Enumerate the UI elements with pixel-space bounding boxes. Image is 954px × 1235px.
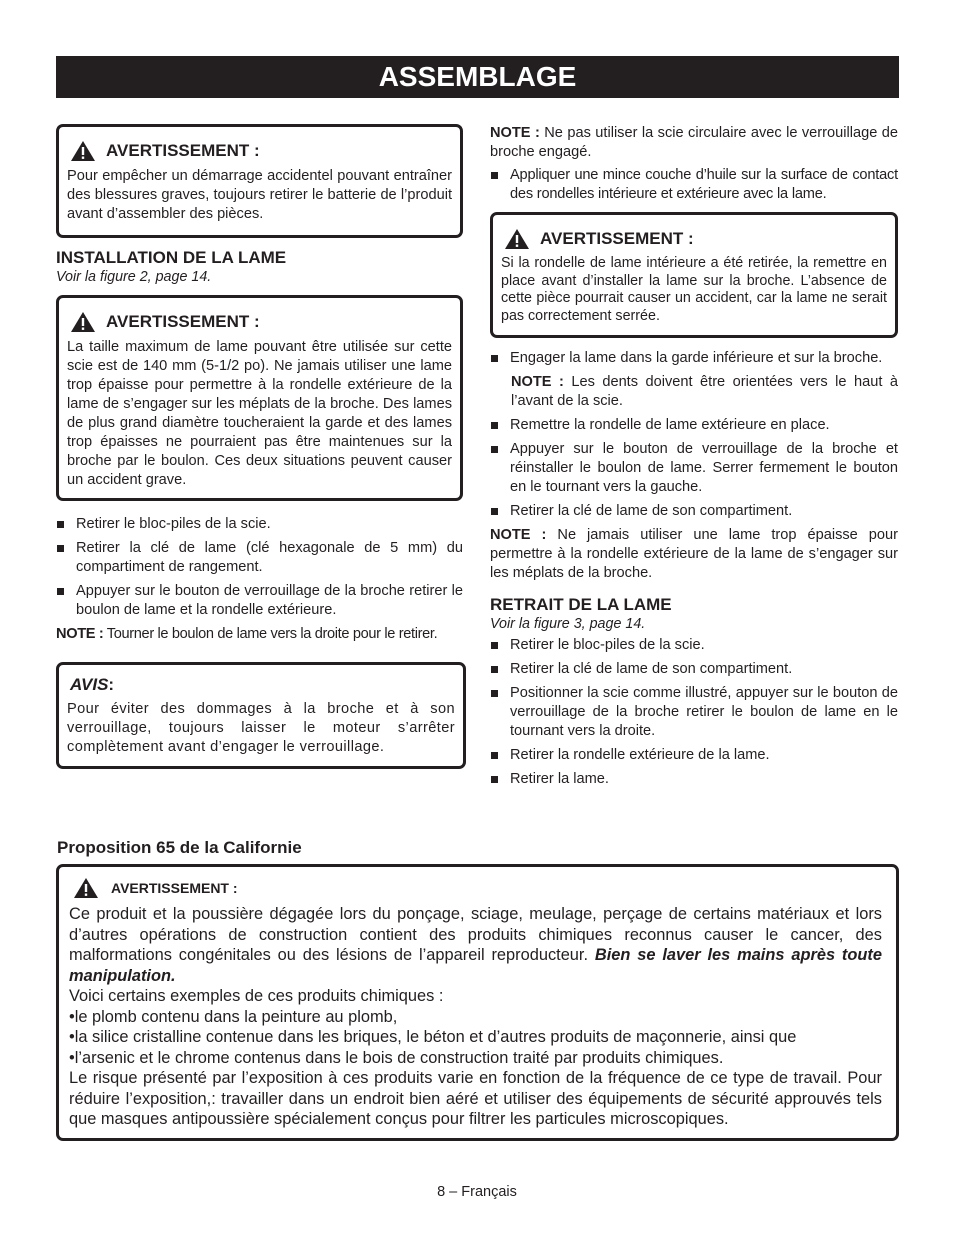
install-steps-list xyxy=(56,515,463,620)
list-item: •le plomb contenu dans la peinture au plomb, xyxy=(69,1007,398,1026)
note-label: NOTE : xyxy=(490,125,540,141)
warning-triangle-icon xyxy=(73,877,99,899)
list-item: Appliquer une mince couche d’huile sur la surface de contact des rondelles intérieure et extérieure avec la lame. xyxy=(490,166,898,204)
prop65-title: Proposition 65 de la Californie xyxy=(57,838,302,857)
list-item: •la silice cristalline contenue dans les briques, le béton et d’autres produits de maçonnerie, ainsi que xyxy=(69,1028,797,1046)
prop65-paragraph xyxy=(69,904,882,986)
removal-figure-ref: Voir la figure 3, page 14. xyxy=(490,616,646,632)
note-label: NOTE : xyxy=(56,626,104,642)
warning-heading xyxy=(70,311,452,333)
page-footer: 8 – Français xyxy=(437,1184,517,1200)
note-teeth-orientation xyxy=(490,373,898,411)
list-item: Appuyer sur le bouton de verrouillage de la broche retirer le boulon de lame et la rondelle extérieure. xyxy=(56,582,463,620)
warning-box-inner-washer xyxy=(490,212,898,338)
warning-heading xyxy=(504,228,887,250)
list-item: Retirer la clé de lame de son compartiment. xyxy=(490,502,898,521)
warning-text: La taille maximum de lame pouvant être utilisée sur cette scie est de 140 mm (5-1/2 po). Ne jamais utiliser une lame trop épaisse pour permettre à la rondelle extérieure de la lame de s’engager sur les méplats de la broche. Des lames de plus grand diamètre toucheraient la garde et des lames trop épaisses ne pourraient pas être maintenues sur la broche par le boulon. Ces deux situations peuvent causer un accident grave. xyxy=(67,339,452,488)
note-blade-thickness xyxy=(490,526,898,583)
removal-section-title: RETRAIT DE LA LAME xyxy=(490,595,672,614)
right-column xyxy=(490,124,898,794)
list-item: Retirer la lame. xyxy=(490,770,898,789)
install-section-title: INSTALLATION DE LA LAME xyxy=(56,248,287,267)
notice-heading xyxy=(70,675,455,695)
page-title: ASSEMBLAGE xyxy=(56,56,899,98)
warning-triangle-icon xyxy=(504,228,530,250)
prop65-closing: Le risque présenté par l’exposition à ces produits varie en fonction de la fréquence de ce type de travail. Pour réduire l’exposition,: travailler dans un endroit bien aéré et utiliser des équipements de sécurité approuvés tels que masques antipoussière spécialement conçus pour filtrer les particules microscopiques. xyxy=(69,1069,882,1128)
prop65-emphasis: Bien se laver les mains après toute manipulation. xyxy=(69,946,882,985)
warning-heading-text: AVERTISSEMENT : xyxy=(106,141,260,160)
warning-box-blade-size xyxy=(56,295,463,501)
note-label: NOTE : xyxy=(511,374,564,390)
install-figure-ref: Voir la figure 2, page 14. xyxy=(56,269,212,285)
list-item: Remettre la rondelle de lame extérieure en place. xyxy=(490,416,898,435)
list-item: •l’arsenic et le chrome contenus dans le bois de construction traité par produits chimiques. xyxy=(69,1048,724,1067)
engage-step-list xyxy=(490,349,898,368)
notice-heading-text: AVIS xyxy=(70,675,109,694)
prop65-heading-text: AVERTISSEMENT : xyxy=(111,880,238,896)
warning-heading-text: AVERTISSEMENT : xyxy=(540,229,694,248)
list-item: Retirer le bloc-piles de la scie. xyxy=(56,515,463,534)
list-item: Retirer la clé de lame (clé hexagonale de 5 mm) du compartiment de rangement. xyxy=(56,539,463,577)
note-text: Ne pas utiliser la scie circulaire avec le verrouillage de broche engagé. xyxy=(490,125,898,160)
oil-step-list xyxy=(490,166,898,204)
warning-text: Pour empêcher un démarrage accidentel pouvant entraîner des blessures graves, toujours retirer le batterie de l’produit avant d’assembler des pièces. xyxy=(67,168,452,222)
removal-steps-list xyxy=(490,636,898,789)
note-text: Ne jamais utiliser une lame trop épaisse pour permettre à la rondelle extérieure de la lame de s’engager sur les méplats de la broche. xyxy=(490,527,898,581)
note-text: Les dents doivent être orientées vers le haut à l’avant de la scie. xyxy=(511,374,898,409)
warning-heading-text: AVERTISSEMENT : xyxy=(106,312,260,331)
left-column xyxy=(56,124,463,769)
prop65-text: Ce produit et la poussière dégagée lors du ponçage, sciage, meulage, perçage de certains matériaux et lors d’autres opérations de construction contient des produits chimiques reconnus causer le cancer, des malformations congénitales ou des lésions de l’appareil reproducteur. xyxy=(69,905,882,964)
warning-triangle-icon xyxy=(70,311,96,333)
prop65-warning-box xyxy=(56,864,899,1141)
note-spindle-lock xyxy=(490,124,898,162)
notice-text: Pour éviter des dommages à la broche et à son verrouillage, toujours laisser le moteur s’arrêter complètement avant d’engager le verrouillage. xyxy=(67,701,455,755)
reinstall-steps-list xyxy=(490,416,898,521)
warning-triangle-icon xyxy=(70,140,96,162)
list-item: Positionner la scie comme illustré, appuyer sur le bouton de verrouillage de la broche retirer le boulon de lame en le tournant vers la droite. xyxy=(490,684,898,741)
notice-heading-colon: : xyxy=(108,675,115,694)
list-item: Retirer la rondelle extérieure de la lame. xyxy=(490,746,898,765)
note-loosen-bolt xyxy=(56,625,463,644)
warning-box-battery xyxy=(56,124,463,238)
prop65-intro: Voici certains exemples de ces produits chimiques : xyxy=(69,987,444,1005)
note-text: Tourner le boulon de lame vers la droite pour le retirer. xyxy=(103,626,438,642)
warning-text: Si la rondelle de lame intérieure a été retirée, la remettre en place avant d’installer la lame sur la broche. L’absence de cette pièce pourrait causer un accident, car la lame ne serait pas correctement serrée. xyxy=(501,255,887,324)
note-label: NOTE : xyxy=(490,527,547,543)
list-item: Retirer le bloc-piles de la scie. xyxy=(490,636,898,655)
list-item: Engager la lame dans la garde inférieure et sur la broche. xyxy=(490,349,898,368)
list-item: Retirer la clé de lame de son compartiment. xyxy=(490,660,898,679)
warning-heading xyxy=(70,140,452,162)
prop65-heading xyxy=(73,877,882,899)
list-item: Appuyer sur le bouton de verrouillage de la broche et réinstaller le boulon de lame. Serrer fermement le bouton en le tournant vers la gauche. xyxy=(490,440,898,497)
notice-box-avis xyxy=(56,662,466,769)
